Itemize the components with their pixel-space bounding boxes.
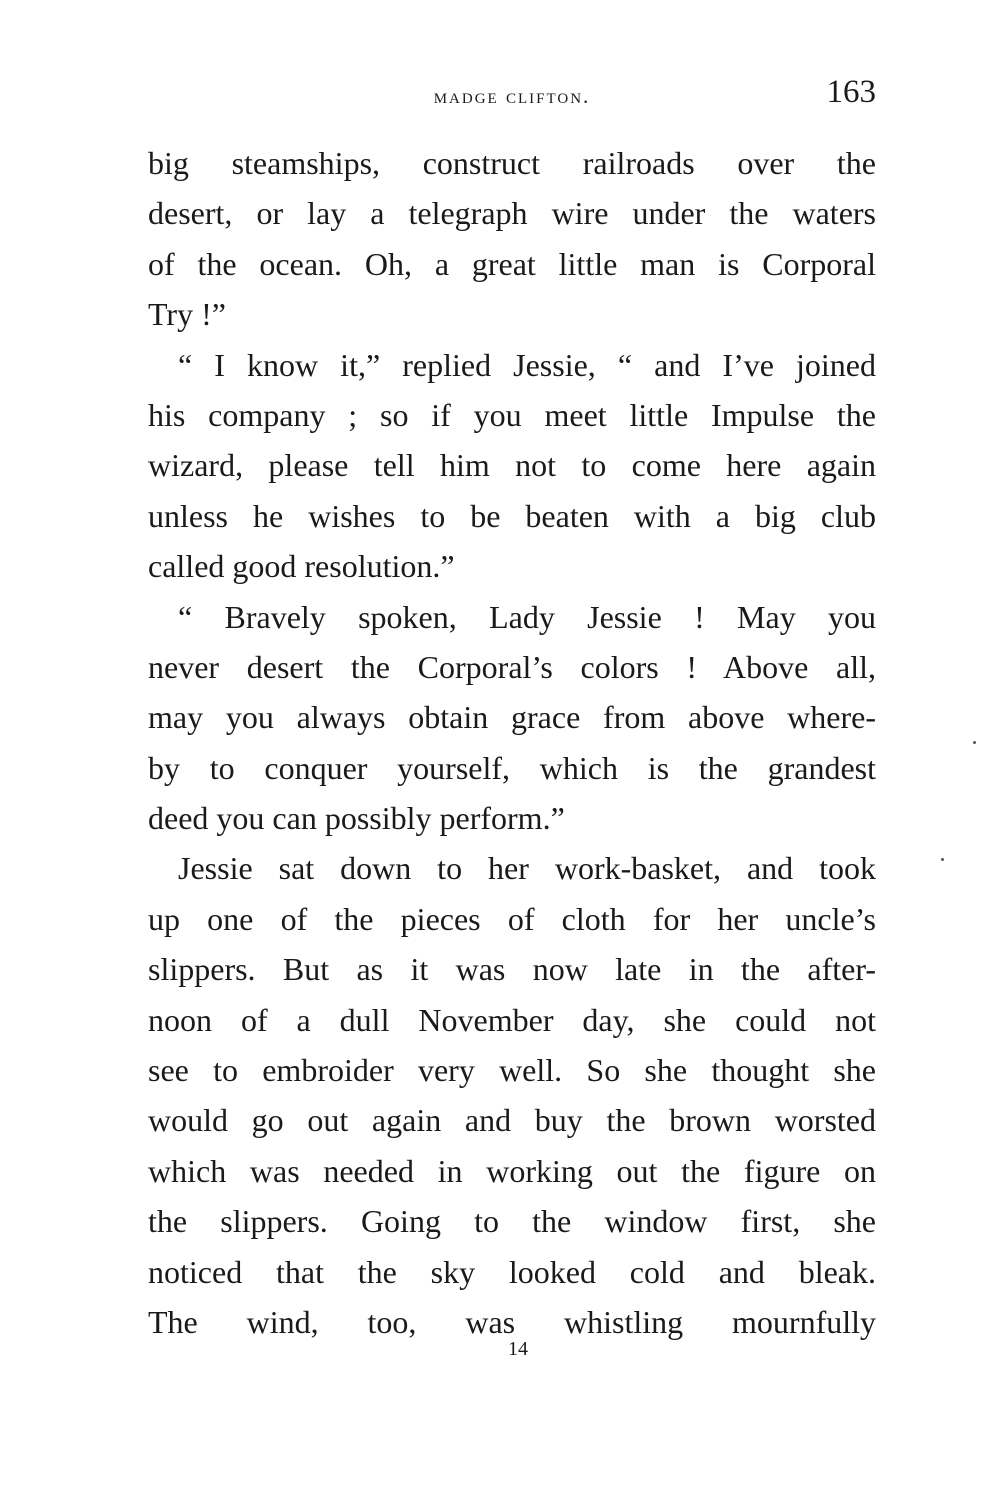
text-line: called good resolution.” bbox=[148, 548, 455, 585]
text-line: slippers. But as it was now late in the after- bbox=[148, 951, 876, 988]
text-line: up one of the pieces of cloth for her uncle’s bbox=[148, 900, 876, 937]
text-line: would go out again and buy the brown worsted bbox=[148, 1102, 876, 1139]
text-line: “ Bravely spoken, Lady Jessie ! May you bbox=[178, 598, 876, 635]
running-title: madge clifton. bbox=[433, 84, 591, 108]
print-speck bbox=[973, 741, 976, 744]
running-head bbox=[148, 72, 876, 116]
text-line: never desert the Corporal’s colors ! Above all, bbox=[148, 648, 876, 685]
text-line: “ I know it,” replied Jessie, “ and I’ve joined bbox=[178, 346, 876, 383]
text-line: may you always obtain grace from above where- bbox=[148, 699, 876, 736]
text-line: noticed that the sky looked cold and bleak. bbox=[148, 1253, 876, 1290]
text-line: big steamships, construct railroads over the bbox=[148, 145, 876, 181]
text-line: see to embroider very well. So she thought she bbox=[148, 1052, 876, 1089]
text-line: by to conquer yourself, which is the grandest bbox=[148, 749, 876, 786]
text-line: desert, or lay a telegraph wire under the waters bbox=[148, 195, 876, 232]
text-line: Try !” bbox=[148, 296, 226, 333]
text-line: The wind, too, was whistling mournfully bbox=[148, 1303, 876, 1340]
text-line: the slippers. Going to the window first, she bbox=[148, 1203, 876, 1240]
text-line: unless he wishes to be beaten with a big club bbox=[148, 497, 876, 534]
text-line: Jessie sat down to her work-basket, and took bbox=[178, 850, 876, 887]
page-number: 163 bbox=[826, 74, 876, 110]
text-line: his company ; so if you meet little Impulse the bbox=[148, 396, 876, 433]
text-line: wizard, please tell him not to come here again bbox=[148, 447, 876, 484]
body-text bbox=[148, 138, 876, 1347]
signature-mark: 14 bbox=[508, 1338, 528, 1360]
text-line: which was needed in working out the figure on bbox=[148, 1152, 876, 1189]
text-line: noon of a dull November day, she could not bbox=[148, 1001, 876, 1038]
text-line: deed you can possibly perform.” bbox=[148, 800, 565, 837]
text-line: of the ocean. Oh, a great little man is Corporal bbox=[148, 245, 876, 282]
print-speck bbox=[941, 858, 944, 861]
